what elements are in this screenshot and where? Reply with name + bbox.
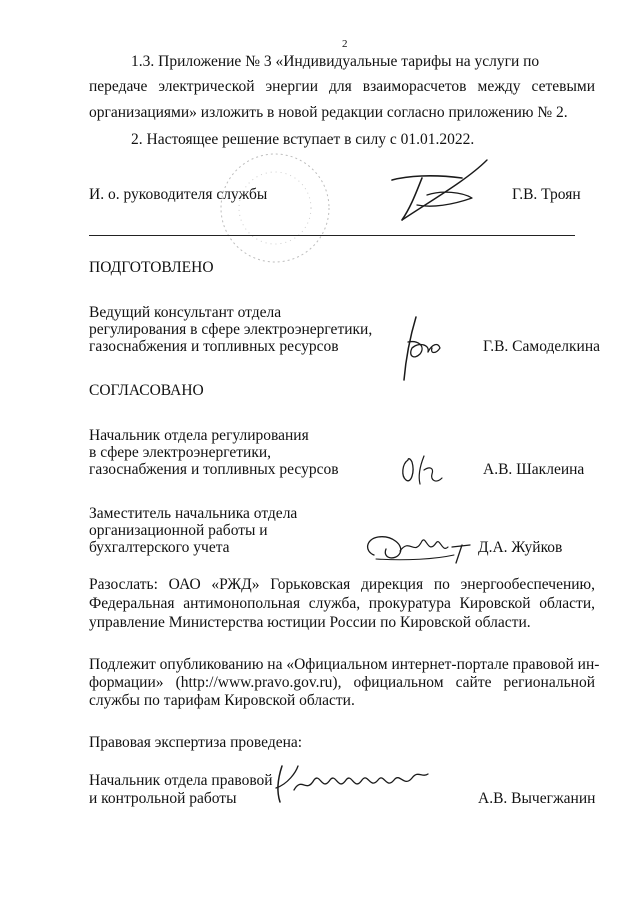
agreed-signer-2-position-line-2: организационной работы и (89, 522, 268, 539)
prepared-heading: ПОДГОТОВЛЕНО (89, 259, 214, 276)
publication-line-2: формации» (http://www.pravo.gov.ru), официальном сайте региональной (89, 674, 595, 691)
agreed-signer-1-signature-image (398, 450, 448, 490)
page-number: 2 (342, 38, 348, 50)
legal-review-position-line-2: и контрольной работы (89, 790, 237, 807)
distribution-line-2: Федеральная антимонопольная служба, прокуратура Кировской области, (89, 595, 595, 612)
legal-review-position-line-1: Начальник отдела правовой (89, 772, 273, 789)
publication-line-1: Подлежит опубликованию на «Официальном интернет-портале правовой ин- (89, 656, 600, 673)
item-1-3-line-1: 1.3. Приложение № 3 «Индивидуальные тарифы на услуги по (131, 53, 540, 70)
head-name: Г.В. Троян (512, 186, 581, 203)
item-1-3-line-3: организациями» изложить в новой редакции согласно приложению № 2. (89, 104, 568, 121)
legal-review-signature-image (268, 758, 438, 808)
agreed-signer-2-name: Д.А. Жуйков (478, 539, 563, 556)
agreed-signer-2-position-line-3: бухгалтерского учета (89, 539, 230, 556)
item-1-3-line-2: передаче электрической энергии для взаиморасчетов между сетевыми (89, 78, 595, 95)
prepared-signature-image (398, 312, 448, 387)
agreed-signer-1-name: А.В. Шаклеина (483, 461, 585, 478)
distribution-line-1: Разослать: ОАО «РЖД» Горьковская дирекция по энергообеспечению, (89, 576, 595, 593)
prepared-position-line-3: газоснабжения и топливных ресурсов (89, 338, 339, 355)
distribution-line-3: управление Министерства юстиции России по Кировской области. (89, 614, 531, 631)
head-position: И. о. руководителя службы (89, 186, 268, 203)
agreed-signer-1-position-line-1: Начальник отдела регулирования (89, 427, 309, 444)
agreed-signer-2-signature-image (356, 525, 476, 570)
stamp-imprint (215, 148, 335, 268)
agreed-heading: СОГЛАСОВАНО (89, 382, 204, 399)
agreed-signer-2-position-line-1: Заместитель начальника отдела (89, 505, 298, 522)
prepared-position-line-2: регулирования в сфере электроэнергетики, (89, 321, 373, 338)
publication-line-3: службы по тарифам Кировской области. (89, 692, 355, 709)
legal-review-statement: Правовая экспертиза проведена: (89, 734, 303, 751)
agreed-signer-1-position-line-2: в сфере электроэнергетики, (89, 444, 272, 461)
separator-line (89, 235, 575, 236)
head-signature-image (372, 150, 512, 230)
agreed-signer-1-position-line-3: газоснабжения и топливных ресурсов (89, 461, 339, 478)
legal-review-name: А.В. Вычегжанин (478, 790, 596, 807)
prepared-position-line-1: Ведущий консультант отдела (89, 304, 282, 321)
item-2: 2. Настоящее решение вступает в силу с 01.01.2022. (131, 131, 475, 148)
prepared-name: Г.В. Самоделкина (483, 338, 601, 355)
